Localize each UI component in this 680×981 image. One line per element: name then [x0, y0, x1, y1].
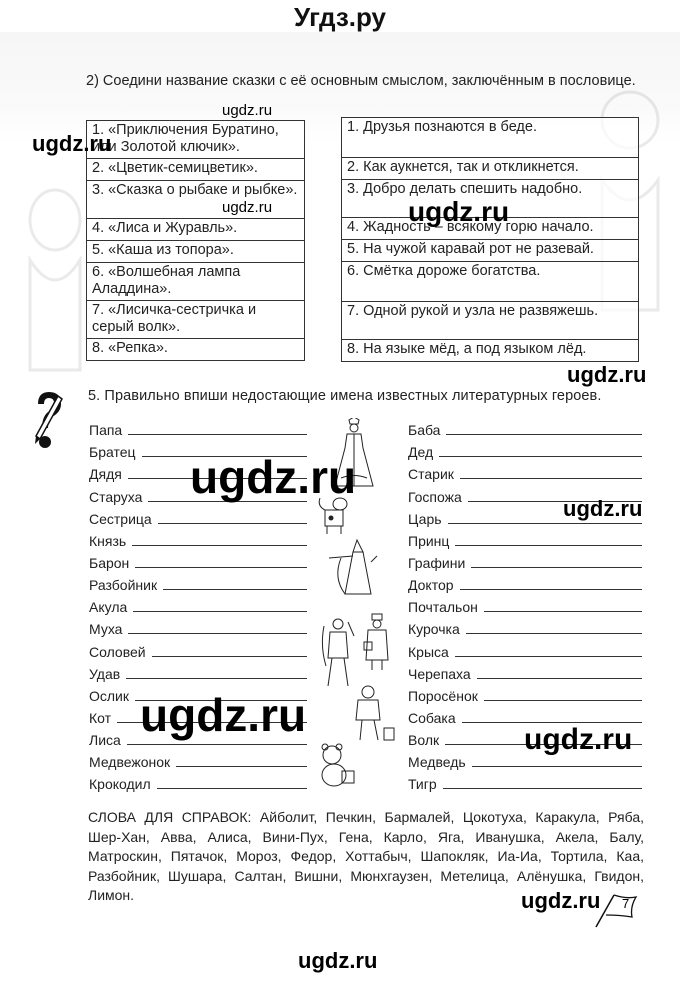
answer-line[interactable] [152, 656, 307, 657]
name-label: Лиса [89, 732, 121, 749]
name-label: Принц [408, 532, 450, 549]
name-label: Князь [89, 532, 127, 549]
name-row [408, 770, 642, 792]
name-label: Госпожа [408, 488, 462, 505]
name-label: Сестрица [89, 510, 152, 527]
answer-line[interactable] [484, 700, 642, 701]
watermark: ugdz.ru [190, 451, 357, 503]
proverb-item[interactable]: 5. На чужой каравай рот не разевай. [342, 240, 639, 262]
name-row [408, 549, 642, 571]
wizard-illustration [327, 538, 379, 596]
name-row [408, 460, 642, 482]
watermark: ugdz.ru [222, 199, 273, 216]
proverb-item[interactable]: 8. На языке мёд, а под языком лёд. [342, 340, 639, 362]
answer-line[interactable] [477, 678, 642, 679]
proverb-item[interactable]: 3. Добро делать спешить надобно. [342, 180, 639, 218]
name-row [89, 416, 307, 438]
name-row [408, 660, 642, 682]
name-row [89, 660, 307, 682]
answer-line[interactable] [126, 678, 307, 679]
name-label: Медвежонок [89, 754, 171, 771]
proverb-item[interactable]: 2. Как аукнется, так и откликнется. [342, 158, 639, 180]
tale-item[interactable]: 4. «Лиса и Журавль». [87, 219, 305, 241]
name-label: Акула [89, 599, 128, 616]
watermark: ugdz.ru [408, 196, 510, 227]
name-label: Волк [408, 732, 440, 749]
tale-item[interactable]: 7. «Лисичка-сестричка и серый волк». [87, 301, 305, 339]
name-label: Крыса [408, 643, 449, 660]
tale-item[interactable]: 1. «Приключения Буратино, или Золотой ключик». [87, 121, 305, 159]
answer-line[interactable] [472, 766, 642, 767]
tale-item[interactable]: 8. «Репка». [87, 339, 305, 361]
page-number: 7 [622, 896, 630, 911]
name-label: Курочка [408, 621, 460, 638]
answer-line[interactable] [484, 611, 642, 612]
name-row [89, 770, 307, 792]
name-label: Баба [408, 422, 441, 439]
watermark: ugdz.ru [298, 948, 378, 973]
name-label: Царь [408, 510, 442, 527]
answer-line[interactable] [135, 567, 307, 568]
name-label: Крокодил [89, 776, 151, 793]
tale-item[interactable]: 5. «Каша из топора». [87, 241, 305, 263]
name-row [408, 438, 642, 460]
tales-table [86, 120, 305, 361]
task5-instruction: 5. Правильно впиши недостающие имена известных литературных героев. [88, 388, 602, 404]
name-row [408, 593, 642, 615]
watermark: ugdz.ru [563, 496, 643, 521]
name-row [408, 571, 642, 593]
proverb-item[interactable]: 6. Смётка дороже богатства. [342, 262, 639, 302]
name-row [408, 416, 642, 438]
name-label: Братец [89, 444, 136, 461]
task2-instruction: 2) Соедини название сказки с её основным смыслом, заключённым в пословице. [86, 73, 636, 89]
name-row [89, 527, 307, 549]
name-row [89, 748, 307, 770]
name-label: Папа [89, 422, 123, 439]
answer-line[interactable] [133, 611, 307, 612]
answer-line[interactable] [471, 567, 642, 568]
answer-line[interactable] [176, 766, 307, 767]
bear-illustration [318, 743, 358, 789]
name-label: Медведь [408, 754, 466, 771]
name-row [89, 637, 307, 659]
name-label: Дядя [89, 466, 122, 483]
site-title: Угдз.ру [294, 2, 386, 32]
name-label: Тигр [408, 776, 437, 793]
watermark: ugdz.ru [567, 362, 647, 387]
name-label: Дед [408, 444, 434, 461]
answer-line[interactable] [448, 523, 642, 524]
name-row [408, 615, 642, 637]
name-row [89, 615, 307, 637]
answer-line[interactable] [163, 589, 307, 590]
reference-words: СЛОВА ДЛЯ СПРАВОК: Айболит, Печкин, Бармалей, Цокотуха, Каракула, Ряба, Шер-Хан, Авва, Алиса, Вини-Пух, Гена, Карло, Яга, Иванушка, Акела, Балу, Матроскин, Пятачок, Мороз, Федор, Хоттабыч, Шапокляк, Иа-Иа, Тортила, Каа, Разбойник, Шушара, Салтан, Вишни, Мюнхгаузен, Метелица, Алёнушка, Гвидон, Лимон. [88, 809, 644, 903]
answer-line[interactable] [157, 788, 307, 789]
answer-line[interactable] [158, 523, 307, 524]
name-label: Графини [408, 554, 466, 571]
question-pencil-icon [32, 390, 64, 458]
background-drawing [20, 180, 90, 380]
name-row [89, 505, 307, 527]
answer-line[interactable] [127, 744, 307, 745]
archer-illustration [320, 616, 356, 688]
answer-line[interactable] [455, 545, 642, 546]
postman-illustration [362, 612, 392, 672]
name-label: Кот [89, 709, 112, 726]
answer-line[interactable] [128, 633, 307, 634]
watermark: ugdz.ru [140, 689, 307, 741]
watermark: ugdz.ru [524, 723, 633, 756]
answer-line[interactable] [446, 434, 642, 435]
name-row [89, 571, 307, 593]
name-label: Старуха [89, 488, 143, 505]
answer-line[interactable] [460, 589, 642, 590]
boy-illustration [350, 684, 396, 742]
proverb-item[interactable]: 4. Жадность – всякому горю начало. [342, 218, 639, 240]
name-label: Черепаха [408, 665, 471, 682]
tale-item[interactable]: 6. «Волшебная лампа Аладдина». [87, 263, 305, 301]
name-row [408, 637, 642, 659]
name-row [408, 527, 642, 549]
answer-line[interactable] [128, 434, 307, 435]
answer-line[interactable] [443, 788, 642, 789]
answer-line[interactable] [466, 633, 642, 634]
proverbs-table [341, 117, 639, 362]
watermark: ugdz.ru [222, 102, 273, 119]
answer-line[interactable] [455, 656, 642, 657]
name-label: Барон [89, 554, 130, 571]
tale-item[interactable]: 3. «Сказка о рыбаке и рыбке». [87, 181, 305, 219]
name-label: Почтальон [408, 599, 478, 616]
watermark: ugdz.ru [32, 131, 112, 156]
answer-line[interactable] [439, 456, 642, 457]
answer-line[interactable] [132, 545, 307, 546]
name-label: Собака [408, 709, 456, 726]
name-row [89, 593, 307, 615]
name-label: Поросёнок [408, 687, 478, 704]
name-label: Доктор [408, 577, 454, 594]
name-row [408, 682, 642, 704]
watermark: ugdz.ru [521, 888, 601, 913]
name-label: Разбойник [89, 577, 158, 594]
name-label: Удав [89, 665, 121, 682]
tale-item[interactable]: 2. «Цветик-семицветик». [87, 159, 305, 181]
proverb-item[interactable]: 7. Одной рукой и узла не развяжешь. [342, 302, 639, 340]
proverb-item[interactable]: 1. Друзья познаются в беде. [342, 118, 639, 158]
name-label: Соловей [89, 643, 146, 660]
name-label: Ослик [89, 687, 130, 704]
name-label: Муха [89, 621, 123, 638]
name-label: Старик [408, 466, 454, 483]
answer-line[interactable] [460, 478, 642, 479]
name-row [89, 549, 307, 571]
